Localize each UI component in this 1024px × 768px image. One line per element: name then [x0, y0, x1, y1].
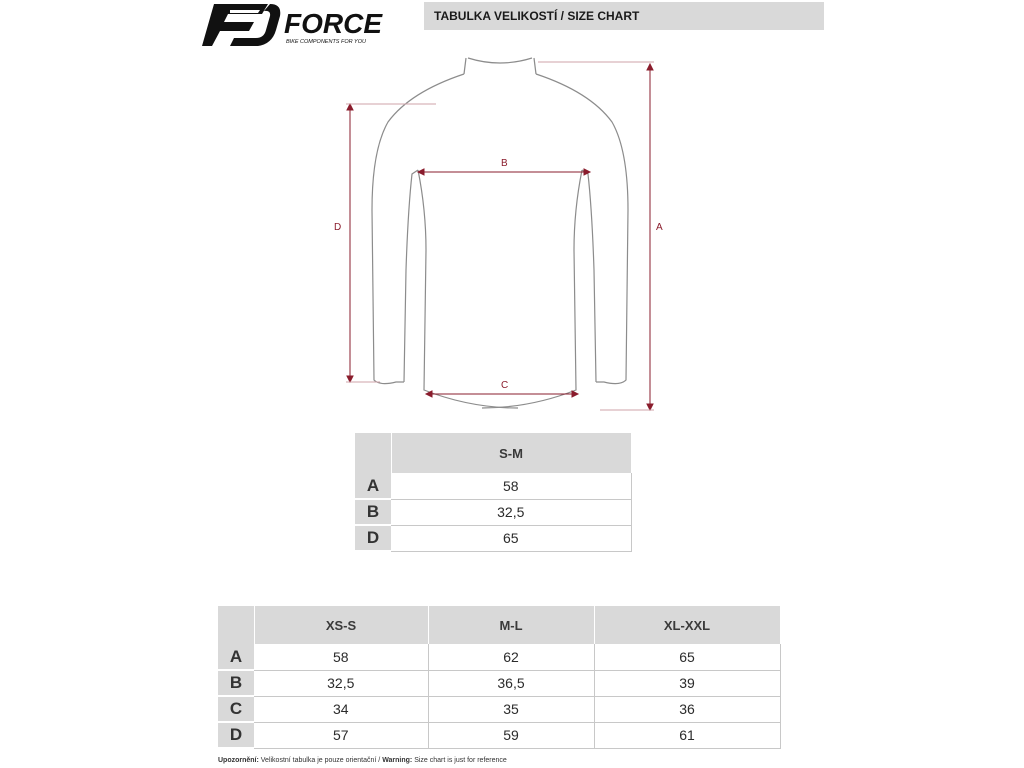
table-cell: 36	[594, 696, 780, 722]
table-corner	[355, 433, 391, 473]
table-cell: 32,5	[391, 499, 631, 525]
dimension-label-b: B	[501, 158, 508, 169]
table-cell: 34	[254, 696, 428, 722]
footnote-cz-label: Upozornění:	[218, 757, 259, 764]
table-cell: 61	[594, 722, 780, 748]
size-table-multi	[218, 606, 781, 749]
table-cell: 57	[254, 722, 428, 748]
dimension-label-c: C	[501, 380, 509, 391]
table-cell: 58	[391, 473, 631, 499]
table-row	[218, 696, 780, 722]
dimension-label-d: D	[334, 222, 342, 233]
row-label: C	[218, 696, 254, 722]
size-table-single	[355, 433, 632, 552]
page-title: TABULKA VELIKOSTÍ / SIZE CHART	[434, 9, 640, 23]
row-label: D	[355, 525, 391, 551]
brand-wordmark: FORCE	[284, 8, 382, 39]
footnote-en-label: Warning:	[382, 757, 413, 764]
table-cell: 62	[428, 644, 594, 670]
table-cell: 35	[428, 696, 594, 722]
header-bar	[424, 2, 824, 30]
table-row	[355, 473, 631, 499]
row-label: A	[218, 644, 254, 670]
garment-diagram	[300, 40, 720, 420]
table-cell: 39	[594, 670, 780, 696]
row-label: B	[355, 499, 391, 525]
table-cell: 58	[254, 644, 428, 670]
table-row	[355, 499, 631, 525]
table-cell: 65	[391, 525, 631, 551]
table-cell: 65	[594, 644, 780, 670]
table-row	[218, 644, 780, 670]
footnote-en-text: Size chart is just for reference	[412, 757, 507, 764]
size-header: XS-S	[254, 606, 428, 644]
garment-outline	[372, 58, 628, 408]
table-row	[218, 722, 780, 748]
dimension-lines	[346, 62, 654, 410]
row-label: B	[218, 670, 254, 696]
row-label: D	[218, 722, 254, 748]
size-header: M-L	[428, 606, 594, 644]
table-row	[218, 670, 780, 696]
brand-tagline: BIKE COMPONENTS FOR YOU	[286, 39, 366, 45]
size-header: XL-XXL	[594, 606, 780, 644]
dimension-label-a: A	[656, 222, 663, 233]
row-label: A	[355, 473, 391, 499]
table-cell: 36,5	[428, 670, 594, 696]
table-cell: 32,5	[254, 670, 428, 696]
table-row	[355, 525, 631, 551]
footnote-cz-text: Velikostní tabulka je pouze orientační /	[258, 757, 383, 764]
footnote	[218, 757, 507, 764]
size-header: S-M	[391, 433, 631, 473]
table-cell: 59	[428, 722, 594, 748]
table-corner	[218, 606, 254, 644]
